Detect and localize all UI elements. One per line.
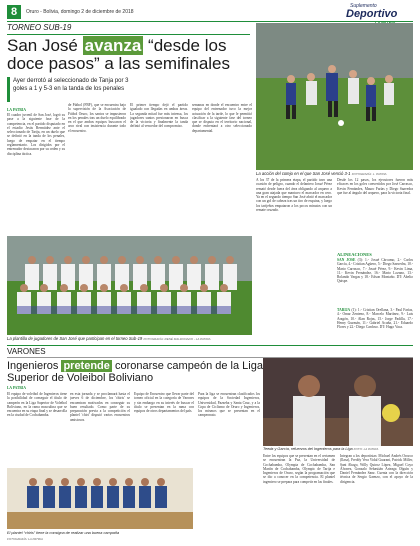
story1-col1: El cuadro juvenil de San José, logró su pase a la siguiente fase de la competencia, en el partido disputado en el estadio Jesús Bermúdez ante el seleccionado de Tarija, en un duelo que se definió en la tanda de los penales, luego de empatar en el tiempo reglamentario. Los dirigidos por el entrenador destacaron por su orden y su disciplina táctica. — [7, 113, 65, 156]
portrait-caption-credit: FOTO: LA PATRIA — [353, 447, 379, 451]
story2-source: LA PATRIA — [7, 386, 26, 390]
headline-story1 — [7, 37, 252, 73]
players-portrait-caption — [263, 447, 413, 451]
lineups-title: ALINEACIONES — [337, 252, 372, 257]
brand-label: Deportivo — [346, 8, 398, 20]
story1-source: LA PATRIA — [7, 108, 26, 112]
right-caption-text: La acción del cotejo en el que San José venció 3-1 — [256, 171, 351, 176]
lineup-sj-label: SAN JOSÉ — [337, 258, 356, 262]
volleyball-team-photo — [7, 468, 193, 529]
page-number: 8 — [7, 5, 21, 19]
story1-right-col1: A los 37 de la primera etapa, el partido tuvo una ocasión de peligro, cuando el delantero Josué Pérez remató desde fuera del área obligando al arquero a una gran atajada que mantuvo el marcador en cero. Ya en el segundo tiempo San José abrió el marcador con un gol de cabeza tras un tiro de esquina, y luego los tarijeños empataron a los pocos minutos con un remate cruzado. — [256, 178, 332, 213]
headline2-pre: Ingenieros — [7, 360, 62, 372]
story2-right-col1: Entre los equipos que se presentan en el certamen se encuentran la Paz, la Universidad de Cochabamba, Olympia de Cochabamba, San Martín de Cochabamba, Olympic de Tarija e Ingenieros de Oruro, según la programación que se dio a conocer en la competencia. El plantel ingeniero se prepara para competir en las finales. — [263, 454, 335, 484]
right-photo-caption — [256, 171, 413, 176]
story2-col4: Para la liga se encuentran clasificados los equipos de la Sociedad Ingenieros, Universidad, Pazzeba y Santa Cruz, y a la Copa de Ciclismo de Oruro y Ingenieros, los mismos que se presentan en el campeonato. — [198, 392, 260, 418]
stories-divider — [7, 345, 413, 346]
team-photo-caption — [7, 336, 257, 341]
story1-right-col2: Desde los 12 pasos, los ejecutores fueron más eficaces en los goles convertidos por José Carrasco, Kevin Fernández, Mauro Farías y Diego Saavedra que fue al ángulo del arquero, para la victoria final. — [337, 178, 413, 195]
headline2-highlight: pretende — [63, 360, 110, 372]
right-caption-credit: FOTOGRAFÍA: L. PATRIA — [351, 172, 387, 176]
story2-col1: El equipo de voleibol de Ingenieros tiene la posibilidad de conseguir el título de campeón en la Liga Superior de Voleibol Boliviano, en la rama masculina que se encuentra en su etapa final y se desarrolla en la ciudad de Cochabamba. — [7, 392, 67, 418]
headline2-post: coronarse campeón de la Liga Superior de Voleibol Boliviano — [7, 360, 263, 384]
dateline: Oruro - Bolivia, domingo 2 de diciembre de 2018 — [26, 9, 134, 15]
team-caption-credit: FOTOGRAFÍA: RENÉ MALDONADO - LA PATRIA — [143, 337, 211, 341]
deck-text: Ayer derrotó al seleccionado de Tanja por 3 goles a 1 y 5-3 en la tanda de los penales — [13, 78, 129, 92]
section-title-sub19: TORNEO SUB-19 — [7, 23, 72, 32]
players-portrait-illustration — [263, 358, 413, 446]
deck-bar — [7, 77, 10, 102]
lineup-sj-players: (3): 1.- Josué Cárcamo, 2.- Carlos García, 4.- Cristian Agüero, 5.- Diego Saavedra, 10.- Mario Carrasco, 7.- Josué Pérez, 9.- Kevin Lima, 11.- Kevin Fernández, 16.- Mario Lozano, 13.- Rolando Vargas y 18.- Edson Montaño. DT: Abelio Quispe. — [337, 258, 413, 284]
deck — [7, 77, 252, 104]
story2-col3: Equipo de Encuentro que llevar parte del torneo oficial en la categoría de Varones y sin embargo en su interés de buscar el título se presentan en la rama con equipos de otros departamentos del país. — [134, 392, 194, 414]
headline-highlight: avanza — [84, 36, 142, 55]
section-rule — [7, 34, 250, 35]
players-portrait-photo — [263, 358, 413, 446]
volleyball-photo-credit: FOTOGRAFÍA: LA PATRIA — [7, 537, 43, 541]
headline-story2 — [7, 360, 307, 384]
team-photo-sanjose — [7, 236, 252, 335]
lineup-tarija — [337, 308, 413, 360]
volleyball-team-illustration — [7, 468, 193, 529]
headline-post: “desde los doce pasos” a las semifinales — [7, 36, 231, 73]
volleyball-caption-text: El plantel “chiris” tiene la consigna de realizar una buena campaña — [7, 531, 120, 535]
lineup-ta-players: (1): 1.- Cristian Orellana, 3.- Paul Farías, 4.- Omar Zenteno, 8.- Marcelo Martínez, 9.- Luis Aragón, 10.- Alan Rojas, 15.- Jorge Padilla, 17.- Henry Guzmán, 11.- Gabriel Acuña, 21.- Eduardo Flores y 22.- Diego Cardoso. DT: Hugo Vaca. — [337, 308, 413, 330]
match-action-photo — [256, 23, 413, 170]
supplement-label: Suplemento — [350, 3, 377, 9]
story1-col3: El primer tiempo dejó el partido igualado con llegadas en ambas áreas. La segunda mitad fue más intensa, los jugadores santos presionaron en busca de la victoria y finalmente la tanda definió al vencedor del compromiso. — [130, 103, 188, 129]
story1-col2: de Fútbol (FBF), que se encuentra bajo la supervisión de la Asociación de Fútbol Oruro, los santos se impusieron en los penales tras un duelo equilibrado en el que ambos equipos buscaron el arco rival con insistencia durante todo el encuentro. — [68, 103, 126, 133]
story1-col4: semanas en donde el encuentro entre el equipo del entrenador tuvo la mejor actuación de la tarde, lo que le permitió clasificar a la siguiente fase del torneo que se disputa en el territorio nacional, donde enfrentará a otro seleccionado departamental. — [192, 103, 252, 133]
match-action-illustration — [256, 23, 413, 170]
section-title-varones: VARONES — [7, 347, 46, 356]
team-caption-text: La plantilla de jugadores de San José que participan en el torneo Sub-19 — [7, 336, 143, 341]
header-divider — [7, 21, 413, 22]
team-photo-illustration — [7, 236, 252, 335]
headline-pre: San José — [7, 36, 83, 55]
lineup-ta-label: TARIJA — [337, 308, 351, 312]
story2-right-col2: Integran a los deportistas: Michael Andrés Orozco (Ilasa), Freddy Vera Vidal Guarani, Patrick Miller, Sant Abago, Willy Quiroz López, Miguel Coyo Álvarez, Gonzalo Sebastián Arteaga Olguín y Daniel Fernández Sanz. Cuenta con la dirección técnica de Sergio Gaenzo, con el apoyo de la dirigencia. — [340, 454, 413, 484]
story2-col2: en esta jornada y se proclamará hasta el jueves 6 de diciembre, los 'chiris' se encuentran motivados en conseguir su buen resultado. Como parte de su preparación previa a la competición el plantel 'chiri' disputó varios encuentros amistosos. — [70, 392, 130, 422]
portrait-caption-text: Teeda y García, refuerzos del Ingenieros para la Liga — [263, 447, 353, 451]
volleyball-photo-caption — [7, 531, 207, 535]
